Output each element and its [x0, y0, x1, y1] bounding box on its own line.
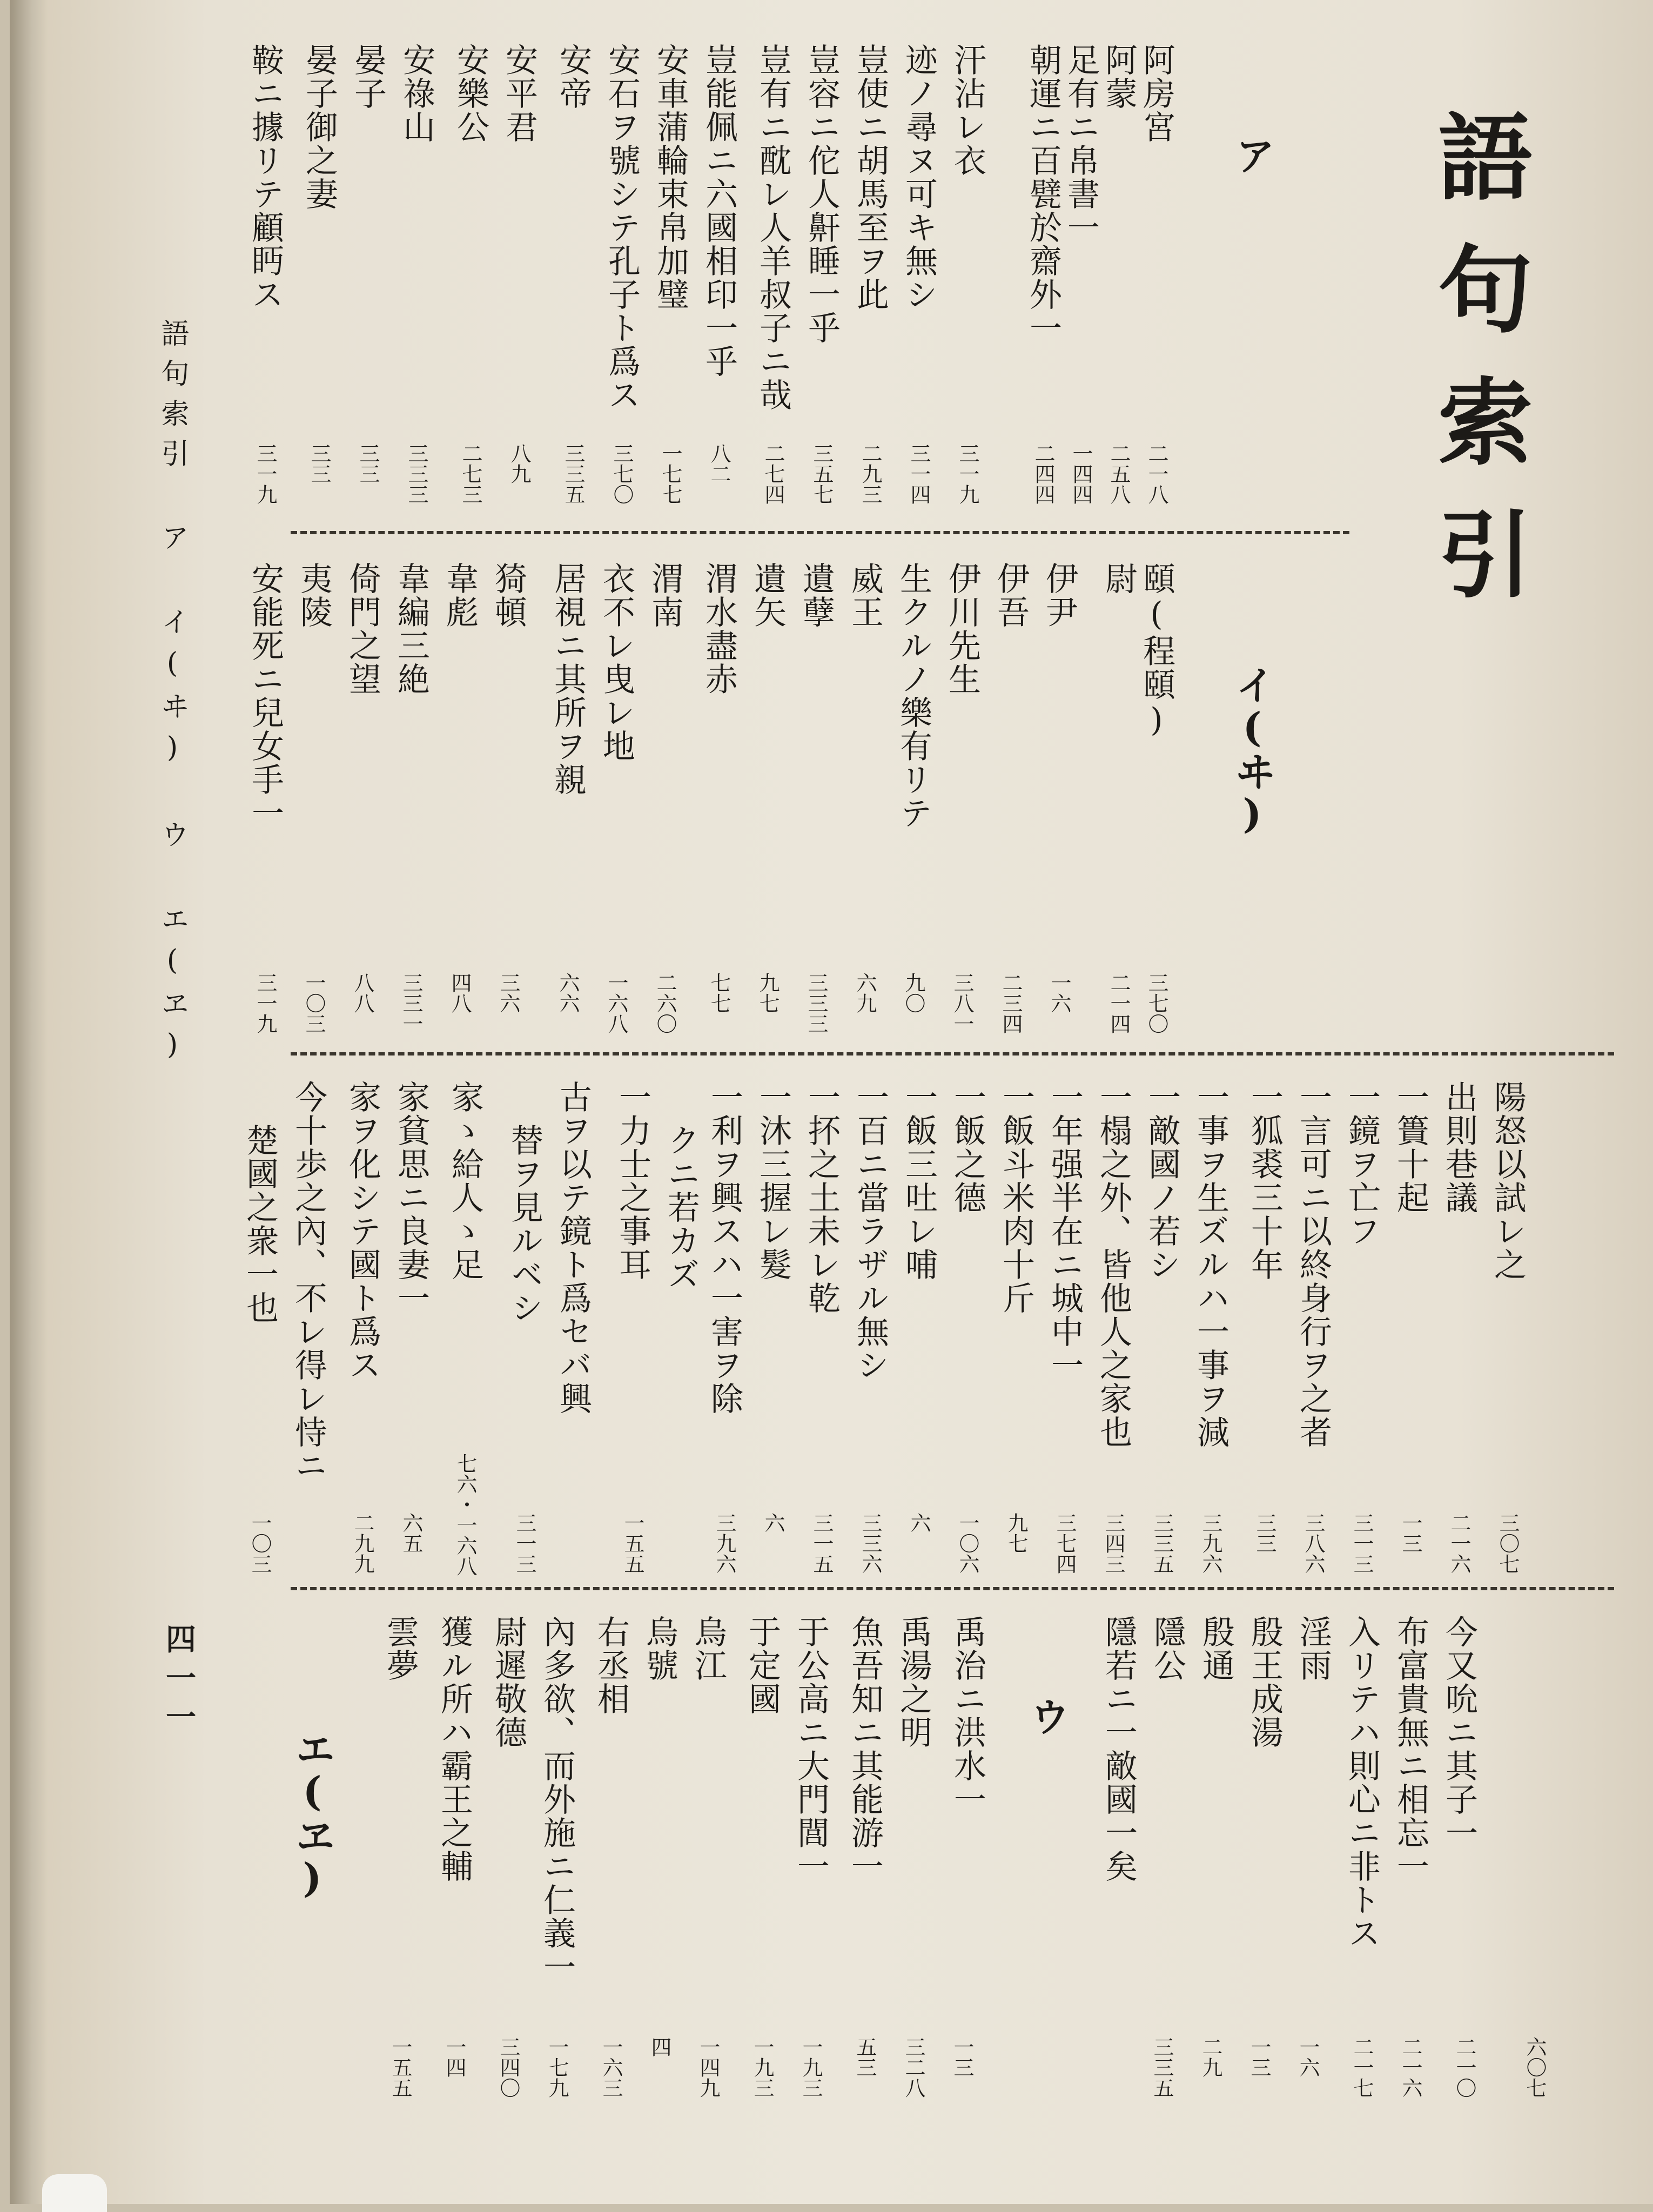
page-number: 四一一: [161, 1623, 197, 1740]
index-entry: 一年强半在ニ城中一: [1046, 1080, 1084, 1382]
index-entry: 安帝: [554, 43, 592, 110]
index-entry: 安祿山: [398, 43, 435, 144]
index-entry: 尉遲敬德: [489, 1615, 527, 1749]
index-entry: 殷通: [1197, 1615, 1235, 1682]
section-heading-i: イ(ヰ): [1229, 664, 1275, 837]
index-entry: 豈能佩ニ六國相印一乎: [700, 43, 738, 378]
index-entry: 居視ニ其所ヲ親: [549, 562, 587, 796]
entry-page-ref: 三三一: [399, 972, 423, 1034]
entry-page-ref: 二四四: [1031, 443, 1055, 505]
index-entry: 頤(程頤): [1138, 562, 1175, 740]
index-entry: 入リテハ則心ニ非トス: [1343, 1615, 1381, 1950]
entry-page-ref: 三三三: [804, 972, 828, 1034]
entry-page-ref: 三一九: [253, 443, 277, 505]
entry-page-ref: 三一九: [253, 972, 277, 1034]
running-head: 語句索引 ア イ(ヰ) ウ エ(ヱ): [156, 319, 189, 1073]
index-entry: 夷陵: [295, 562, 333, 629]
index-entry: 禹湯之明: [895, 1615, 932, 1749]
entry-page-ref: 三一三: [513, 1512, 536, 1574]
index-entry: 倚門之望: [344, 562, 381, 696]
entry-page-ref: 三九六: [1199, 1512, 1222, 1574]
index-entry: 魚吾知ニ其能游一: [846, 1615, 884, 1883]
entry-page-ref: 九〇: [902, 972, 925, 1013]
index-entry: 生クルノ樂有リテ: [895, 562, 932, 830]
page-title: 語句索引: [1422, 108, 1533, 637]
entry-page-ref: 二九九: [351, 1512, 374, 1574]
entry-page-ref: 六: [907, 1512, 931, 1533]
index-entry: 陽怒以試レ之: [1489, 1080, 1527, 1281]
index-entry: 一飯斗米肉十斤: [997, 1080, 1035, 1315]
index-entry: クニ若カズ: [662, 1124, 700, 1291]
entry-page-ref: 二一七: [1350, 2036, 1374, 2098]
index-entry: 晏子: [349, 43, 387, 110]
index-entry: 遺孽: [797, 562, 835, 629]
index-entry: 雲夢: [381, 1615, 419, 1682]
index-entry: 豈使ニ胡馬至ヲ此: [851, 43, 889, 311]
entry-page-ref: 三三: [356, 443, 380, 484]
binding-gutter: [10, 0, 48, 2204]
index-entry: 一簣十起: [1392, 1080, 1429, 1214]
page-corner-tab: [42, 2174, 107, 2212]
index-entry: 出則巷議: [1440, 1080, 1478, 1214]
entry-page-ref: 二五八: [1107, 443, 1131, 505]
entry-page-ref: 九七: [1004, 1512, 1028, 1554]
index-entry: 韋編三絶: [392, 562, 430, 696]
index-entry: 一事ヲ生ズルハ一事ヲ減: [1192, 1080, 1229, 1449]
entry-page-ref: 二九: [1199, 2036, 1222, 2077]
index-entry: 韋彪: [441, 562, 479, 629]
entry-page-ref: 一六三: [599, 2036, 623, 2098]
entry-page-ref: 一五五: [621, 1512, 644, 1574]
index-entry: 禹治ニ洪水一: [949, 1615, 986, 1816]
entry-page-ref: 三一九: [956, 443, 979, 505]
entry-page-ref: 二一六: [1447, 1512, 1471, 1574]
index-entry: 殷王成湯: [1246, 1615, 1284, 1749]
entry-page-ref: 六〇七: [1523, 2036, 1547, 2098]
entry-page-ref: 二三四: [999, 972, 1023, 1034]
entry-page-ref: 八二: [707, 443, 731, 484]
entry-page-ref: 三一三: [1350, 1512, 1374, 1574]
entry-page-ref: 一九三: [799, 2036, 823, 2098]
index-entry: 右丞相: [592, 1615, 630, 1716]
entry-page-ref: 一〇六: [956, 1512, 979, 1574]
index-entry: 古ヲ以テ鏡ト爲セバ興: [554, 1080, 592, 1415]
index-entry: 足有ニ帛書一: [1062, 43, 1100, 244]
index-entry: 猗頓: [489, 562, 527, 629]
entry-page-ref: 一〇三: [248, 1512, 272, 1574]
entry-page-ref: 七六・一六八: [453, 1453, 477, 1576]
index-entry: 一言可ニ以終身行ヲ之者: [1294, 1080, 1332, 1449]
index-entry: 隱若ニ一敵國一矣: [1100, 1615, 1138, 1883]
index-entry: 家ヲ化シテ國ト爲ス: [344, 1080, 381, 1382]
entry-page-ref: 三三: [307, 443, 331, 484]
entry-page-ref: 三三五: [561, 443, 585, 505]
entry-page-ref: 一六八: [604, 972, 628, 1034]
entry-page-ref: 一六: [1047, 972, 1071, 1013]
index-entry: 一抔之土未レ乾: [803, 1080, 841, 1315]
entry-page-ref: 三六: [496, 972, 520, 1013]
entry-page-ref: 六五: [399, 1512, 423, 1554]
entry-page-ref: 四八: [448, 972, 472, 1013]
index-entry: 一百ニ當ラザル無シ: [851, 1080, 889, 1382]
entry-page-ref: 三一五: [810, 1512, 834, 1574]
entry-page-ref: 二一八: [1145, 443, 1168, 505]
entry-page-ref: 三〇七: [1496, 1512, 1520, 1574]
index-entry: 于公高ニ大門閭一: [792, 1615, 830, 1883]
index-entry: 汗沾レ衣: [949, 43, 986, 177]
entry-page-ref: 三三五: [1150, 1512, 1174, 1574]
index-entry: 獲ル所ハ霸王之輔: [435, 1615, 473, 1883]
entry-page-ref: 三七〇: [1145, 972, 1168, 1034]
entry-page-ref: 一七七: [658, 443, 682, 505]
index-entry: 尉: [1100, 562, 1138, 595]
index-entry: 阿房宮: [1138, 43, 1175, 144]
index-entry: 豈有ニ酖レ人羊叔子ニ哉: [754, 43, 792, 412]
entry-page-ref: 六九: [853, 972, 877, 1013]
index-entry: 一沐三握レ髮: [754, 1080, 792, 1281]
entry-page-ref: 六六: [556, 972, 580, 1013]
index-entry: 一敵國ノ若シ: [1143, 1080, 1181, 1281]
entry-page-ref: 一五五: [388, 2036, 412, 2098]
index-entry: 淫雨: [1294, 1615, 1332, 1682]
entry-page-ref: 五三: [853, 2036, 877, 2077]
tier-divider: [291, 1587, 1614, 1590]
index-entry: 一鏡ヲ亡フ: [1343, 1080, 1381, 1248]
entry-page-ref: 一三: [1247, 2036, 1271, 2077]
index-entry: 安樂公: [452, 43, 489, 144]
entry-page-ref: 六: [761, 1512, 785, 1533]
entry-page-ref: 一三: [950, 2036, 974, 2077]
index-entry: 伊川先生: [943, 562, 981, 696]
index-entry: 隱公: [1148, 1615, 1186, 1682]
entry-page-ref: 三三五: [1150, 2036, 1174, 2098]
entry-page-ref: 三七〇: [610, 443, 634, 505]
entry-page-ref: 一〇三: [302, 972, 326, 1034]
entry-page-ref: 三五七: [810, 443, 834, 505]
entry-page-ref: 三八六: [1301, 1512, 1325, 1574]
entry-page-ref: 二一四: [1107, 972, 1131, 1034]
tier-divider: [291, 1052, 1614, 1055]
index-entry: 一飯三吐レ哺: [900, 1080, 938, 1281]
index-entry: 家ゝ給人ゝ足: [446, 1080, 484, 1281]
index-entry: 安車蒲輪束帛加璧: [651, 43, 689, 311]
index-entry: 豈容ニ佗人鼾睡一乎: [803, 43, 841, 345]
entry-page-ref: 一三: [1399, 1512, 1422, 1554]
index-entry: 布富貴無ニ相忘一: [1392, 1615, 1429, 1883]
entry-page-ref: 三三六: [858, 1512, 882, 1574]
entry-page-ref: 二九三: [858, 443, 882, 505]
section-heading-e: エ(ヱ): [289, 1729, 335, 1901]
index-entry: 威王: [846, 562, 884, 629]
index-entry: 家貧思ニ良妻一: [392, 1080, 430, 1315]
index-entry: 于定國: [743, 1615, 781, 1716]
entry-page-ref: 一六: [1296, 2036, 1320, 2077]
index-entry: 一榻之外、皆他人之家也: [1094, 1080, 1132, 1449]
entry-page-ref: 一四: [442, 2036, 466, 2077]
index-entry: 一力士之事耳: [614, 1080, 651, 1281]
entry-page-ref: 三九六: [713, 1512, 736, 1574]
entry-page-ref: 九七: [756, 972, 780, 1013]
index-entry: 今十歩之內、不レ得レ恃ニ: [290, 1080, 327, 1482]
index-entry: 楚國之衆一也: [241, 1124, 279, 1324]
index-entry: 伊尹: [1040, 562, 1078, 629]
entry-page-ref: 二一〇: [1453, 2036, 1476, 2098]
entry-page-ref: 三七四: [1053, 1512, 1077, 1574]
entry-page-ref: 二六〇: [653, 972, 677, 1034]
entry-page-ref: 三四三: [1101, 1512, 1125, 1574]
entry-page-ref: 八八: [351, 972, 374, 1013]
entry-page-ref: 二七四: [761, 443, 785, 505]
index-entry: 鞍ニ據リテ顧眄ス: [246, 43, 284, 311]
entry-page-ref: 七七: [707, 972, 731, 1013]
entry-page-ref: 四: [648, 2036, 671, 2057]
entry-page-ref: 三三三: [405, 443, 428, 505]
section-heading-u: ウ: [1024, 1696, 1070, 1736]
index-entry: 烏號: [641, 1615, 678, 1682]
index-entry: 安能死ニ兒女手一: [246, 562, 284, 830]
index-entry: 衣不レ曳レ地: [597, 562, 635, 763]
index-entry: 遺矢: [749, 562, 787, 629]
book-page: [10, 0, 1653, 2204]
index-entry: 今又吮ニ其子一: [1440, 1615, 1478, 1850]
entry-page-ref: 三三: [1253, 1512, 1276, 1554]
entry-page-ref: 一四九: [696, 2036, 720, 2098]
index-entry: 一利ヲ興スハ一害ヲ除: [705, 1080, 743, 1415]
index-entry: 烏江: [689, 1615, 727, 1682]
index-entry: 渭水盡赤: [700, 562, 738, 696]
tier-divider: [291, 531, 1349, 534]
entry-page-ref: 二七三: [459, 443, 482, 505]
entry-page-ref: 二一六: [1399, 2036, 1422, 2098]
entry-page-ref: 八九: [507, 443, 531, 484]
section-heading-a: ア: [1229, 135, 1275, 175]
entry-page-ref: 三八一: [950, 972, 974, 1034]
entry-page-ref: 一四四: [1069, 443, 1093, 505]
index-entry: 伊吾: [992, 562, 1030, 629]
index-entry: 替ヲ見ルベシ: [506, 1124, 543, 1324]
entry-page-ref: 三二八: [902, 2036, 925, 2098]
index-entry: 內多欲、而外施ニ仁義一: [538, 1615, 576, 1984]
entry-page-ref: 一九三: [750, 2036, 774, 2098]
index-entry: 朝運ニ百甓於齋外一: [1024, 43, 1062, 345]
index-entry: 一狐裘三十年: [1246, 1080, 1284, 1281]
entry-page-ref: 三一四: [907, 443, 931, 505]
index-entry: 渭南: [646, 562, 684, 629]
entry-page-ref: 三四〇: [496, 2036, 520, 2098]
index-entry: 阿蒙: [1100, 43, 1138, 110]
entry-page-ref: 一七九: [545, 2036, 569, 2098]
index-entry: 安石ヲ號シテ孔子ト爲ス: [603, 43, 641, 412]
index-entry: 晏子御之妻: [300, 43, 338, 211]
index-entry: 安平君: [500, 43, 538, 144]
index-entry: 迹ノ尋ヌ可キ無シ: [900, 43, 938, 311]
index-entry: 一飯之德: [949, 1080, 986, 1214]
